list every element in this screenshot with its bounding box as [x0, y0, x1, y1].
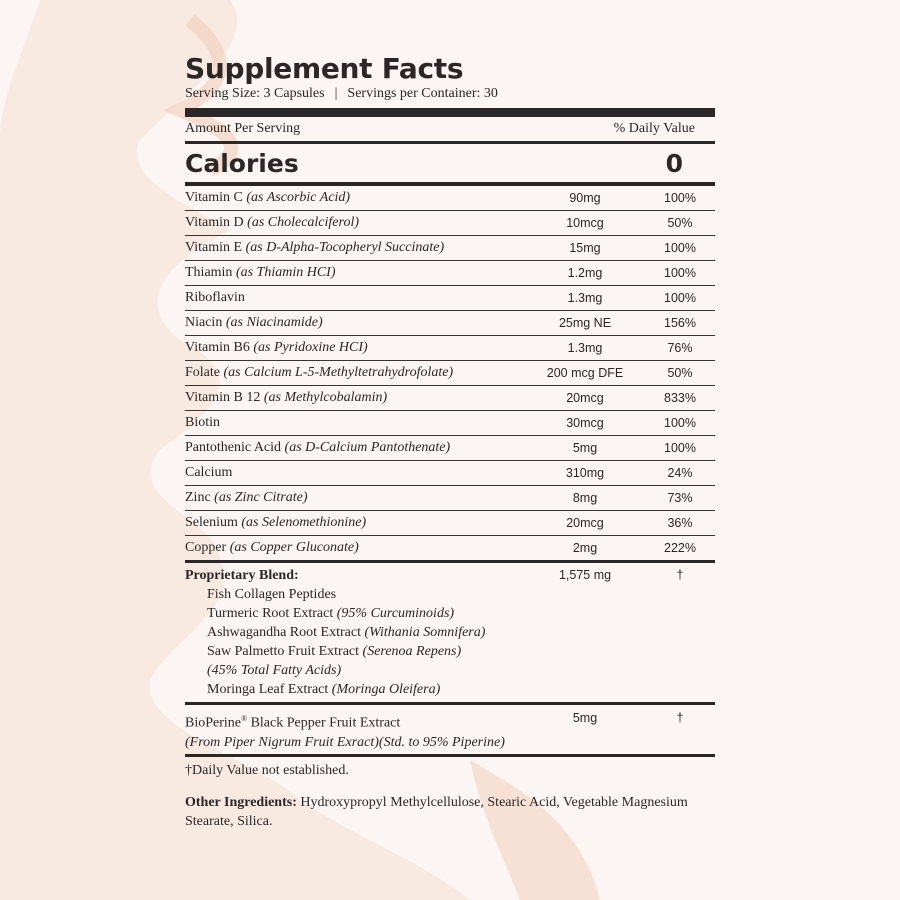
nutrient-label: Vitamin B 12 [185, 390, 261, 405]
nutrient-amount: 20mcg [566, 516, 604, 530]
nutrient-daily-value: 24% [667, 466, 693, 480]
nutrient-name [185, 340, 525, 356]
blend-daily-value: † [676, 568, 684, 582]
nutrient-name [185, 315, 525, 331]
nutrient-amount: 8mg [572, 491, 598, 505]
serving-size: Serving Size: 3 Capsules [185, 86, 325, 101]
nutrient-amount: 1.3mg [567, 341, 603, 355]
nutrient-source: (as Zinc Citrate) [214, 490, 308, 505]
calories-label: Calories [185, 148, 299, 178]
nutrient-amount: 310mg [565, 466, 605, 480]
nutrient-label: Copper [185, 540, 227, 555]
calories-row [185, 144, 715, 182]
nutrient-amount: 30mcg [566, 416, 604, 430]
blend-label: Proprietary Blend: [185, 568, 299, 583]
blend-item [185, 661, 525, 680]
blend-item-name: Turmeric Root Extract [207, 606, 334, 621]
nutrient-label: Calcium [185, 465, 233, 480]
nutrient-label: Folate [185, 365, 220, 380]
nutrient-label: Biotin [185, 415, 221, 430]
nutrient-source: (as Cholecalciferol) [247, 215, 359, 230]
nutrient-name [185, 515, 525, 531]
blend-amount: 1,575 mg [558, 568, 612, 582]
nutrient-daily-value: 100% [664, 266, 696, 280]
nutrient-amount: 15mg [569, 241, 601, 255]
blend-item-source: (Serenoa Repens) [362, 644, 462, 659]
nutrient-daily-value: 100% [664, 191, 696, 205]
servings-per-container: Servings per Container: 30 [347, 86, 498, 101]
nutrient-label: Vitamin D [185, 215, 244, 230]
blend-item [185, 642, 525, 661]
calories-value: 0 [665, 148, 683, 178]
nutrient-amount: 200 mcg DFE [546, 366, 624, 380]
nutrient-row [185, 461, 715, 486]
nutrient-amount: 5mg [572, 441, 598, 455]
registered-mark: ® [241, 714, 248, 723]
nutrient-source: (as Ascorbic Acid) [246, 190, 351, 205]
other-ingredients [185, 793, 715, 831]
nutrient-amount: 25mg NE [558, 316, 612, 330]
other-ingredients-text: Hydroxypropyl Methylcellulose, Stearic Acid, Vegetable Magnesium Stearate, Silica. [185, 794, 688, 829]
nutrient-name [185, 365, 525, 381]
serving-info [185, 86, 715, 102]
nutrient-name [185, 240, 525, 256]
bioperine-name [185, 709, 525, 752]
nutrient-name [185, 190, 525, 206]
blend-details [185, 566, 525, 699]
nutrient-label: Vitamin E [185, 240, 243, 255]
bioperine-row [185, 702, 715, 754]
nutrient-row [185, 511, 715, 536]
nutrient-label: Selenium [185, 515, 238, 530]
nutrient-row [185, 311, 715, 336]
nutrient-daily-value: 50% [667, 216, 693, 230]
nutrient-daily-value: 100% [664, 441, 696, 455]
blend-items [185, 585, 525, 699]
nutrient-row [185, 486, 715, 511]
nutrient-daily-value: 100% [664, 416, 696, 430]
nutrient-name [185, 465, 525, 481]
nutrient-source: (as Niacinamide) [225, 315, 323, 330]
nutrient-name [185, 490, 525, 506]
nutrient-daily-value: 50% [667, 366, 693, 380]
nutrient-label: Vitamin B6 [185, 340, 250, 355]
nutrient-label: Riboflavin [185, 290, 245, 305]
proprietary-blend-row [185, 560, 715, 699]
nutrient-daily-value: 222% [664, 541, 696, 555]
blend-item-name: Saw Palmetto Fruit Extract [207, 644, 360, 659]
amount-per-serving-label: Amount Per Serving [185, 121, 301, 136]
nutrient-daily-value: 76% [667, 341, 693, 355]
nutrient-source: (as Pyridoxine HCI) [253, 340, 368, 355]
nutrient-row [185, 236, 715, 261]
amount-header-row [185, 117, 715, 141]
blend-item [185, 680, 525, 699]
bioperine-suffix: Black Pepper Fruit Extract [250, 715, 401, 731]
nutrient-list [185, 186, 715, 560]
nutrient-source: (as Methylcobalamin) [263, 390, 388, 405]
daily-value-header: % Daily Value [613, 121, 695, 136]
nutrient-name [185, 415, 525, 431]
nutrient-daily-value: 36% [667, 516, 693, 530]
nutrient-source: (as Thiamin HCI) [235, 265, 336, 280]
nutrient-source: (as D-Alpha-Tocopheryl Succinate) [245, 240, 445, 255]
bioperine-prefix: BioPerine [185, 715, 241, 731]
nutrient-source: (as D-Calcium Pantothenate) [284, 440, 451, 455]
nutrient-source: (as Calcium L-5-Methyltetrahydrofolate) [223, 365, 454, 380]
nutrient-row [185, 386, 715, 411]
serving-separator: | [334, 86, 338, 101]
nutrient-row [185, 336, 715, 361]
nutrient-amount: 20mcg [566, 391, 604, 405]
nutrient-amount: 90mg [569, 191, 601, 205]
nutrient-label: Pantothenic Acid [185, 440, 282, 455]
nutrient-name [185, 265, 525, 281]
blend-item [185, 623, 525, 642]
bioperine-daily-value: † [676, 711, 684, 725]
nutrient-row [185, 186, 715, 211]
nutrient-name [185, 290, 525, 306]
nutrient-source: (as Copper Gluconate) [229, 540, 359, 555]
blend-item [185, 604, 525, 623]
bioperine-source: (From Piper Nigrum Fruit Exract)(Std. to 95% Piperine) [185, 734, 505, 750]
nutrient-amount: 1.2mg [567, 266, 603, 280]
supplement-facts-panel [185, 52, 715, 831]
nutrient-amount: 1.3mg [567, 291, 603, 305]
nutrient-amount: 10mcg [566, 216, 604, 230]
nutrient-daily-value: 833% [664, 391, 696, 405]
blend-item-name: Fish Collagen Peptides [207, 587, 337, 602]
panel-title: Supplement Facts [185, 52, 464, 85]
nutrient-daily-value: 73% [667, 491, 693, 505]
nutrient-name [185, 390, 525, 406]
nutrient-label: Vitamin C [185, 190, 243, 205]
bioperine-amount: 5mg [572, 711, 598, 725]
blend-item-source: (95% Curcuminoids) [336, 606, 455, 621]
nutrient-row [185, 436, 715, 461]
other-ingredients-label: Other Ingredients: [185, 794, 297, 810]
nutrient-source: (as Selenomethionine) [241, 515, 367, 530]
blend-item-name: Ashwagandha Root Extract [207, 625, 361, 640]
nutrient-row [185, 261, 715, 286]
footnote: †Daily Value not established. [185, 762, 349, 778]
blend-item-source: (Moringa Oleifera) [331, 682, 441, 697]
blend-item [185, 585, 525, 604]
nutrient-row [185, 211, 715, 236]
nutrient-daily-value: 100% [664, 241, 696, 255]
nutrient-label: Niacin [185, 315, 223, 330]
nutrient-row [185, 286, 715, 311]
thick-divider [185, 108, 715, 117]
nutrient-name [185, 440, 525, 456]
nutrient-name [185, 215, 525, 231]
blend-item-source: (Withania Somnifera) [364, 625, 486, 640]
nutrient-name [185, 540, 525, 556]
nutrient-row [185, 536, 715, 560]
nutrient-row [185, 411, 715, 436]
bottom-divider [185, 754, 715, 757]
blend-item-name: Moringa Leaf Extract [207, 682, 329, 697]
nutrient-row [185, 361, 715, 386]
nutrient-amount: 2mg [572, 541, 598, 555]
nutrient-daily-value: 156% [664, 316, 696, 330]
blend-item-source: (45% Total Fatty Acids) [207, 663, 342, 678]
nutrient-label: Zinc [185, 490, 211, 505]
nutrient-label: Thiamin [185, 265, 233, 280]
nutrient-daily-value: 100% [664, 291, 696, 305]
